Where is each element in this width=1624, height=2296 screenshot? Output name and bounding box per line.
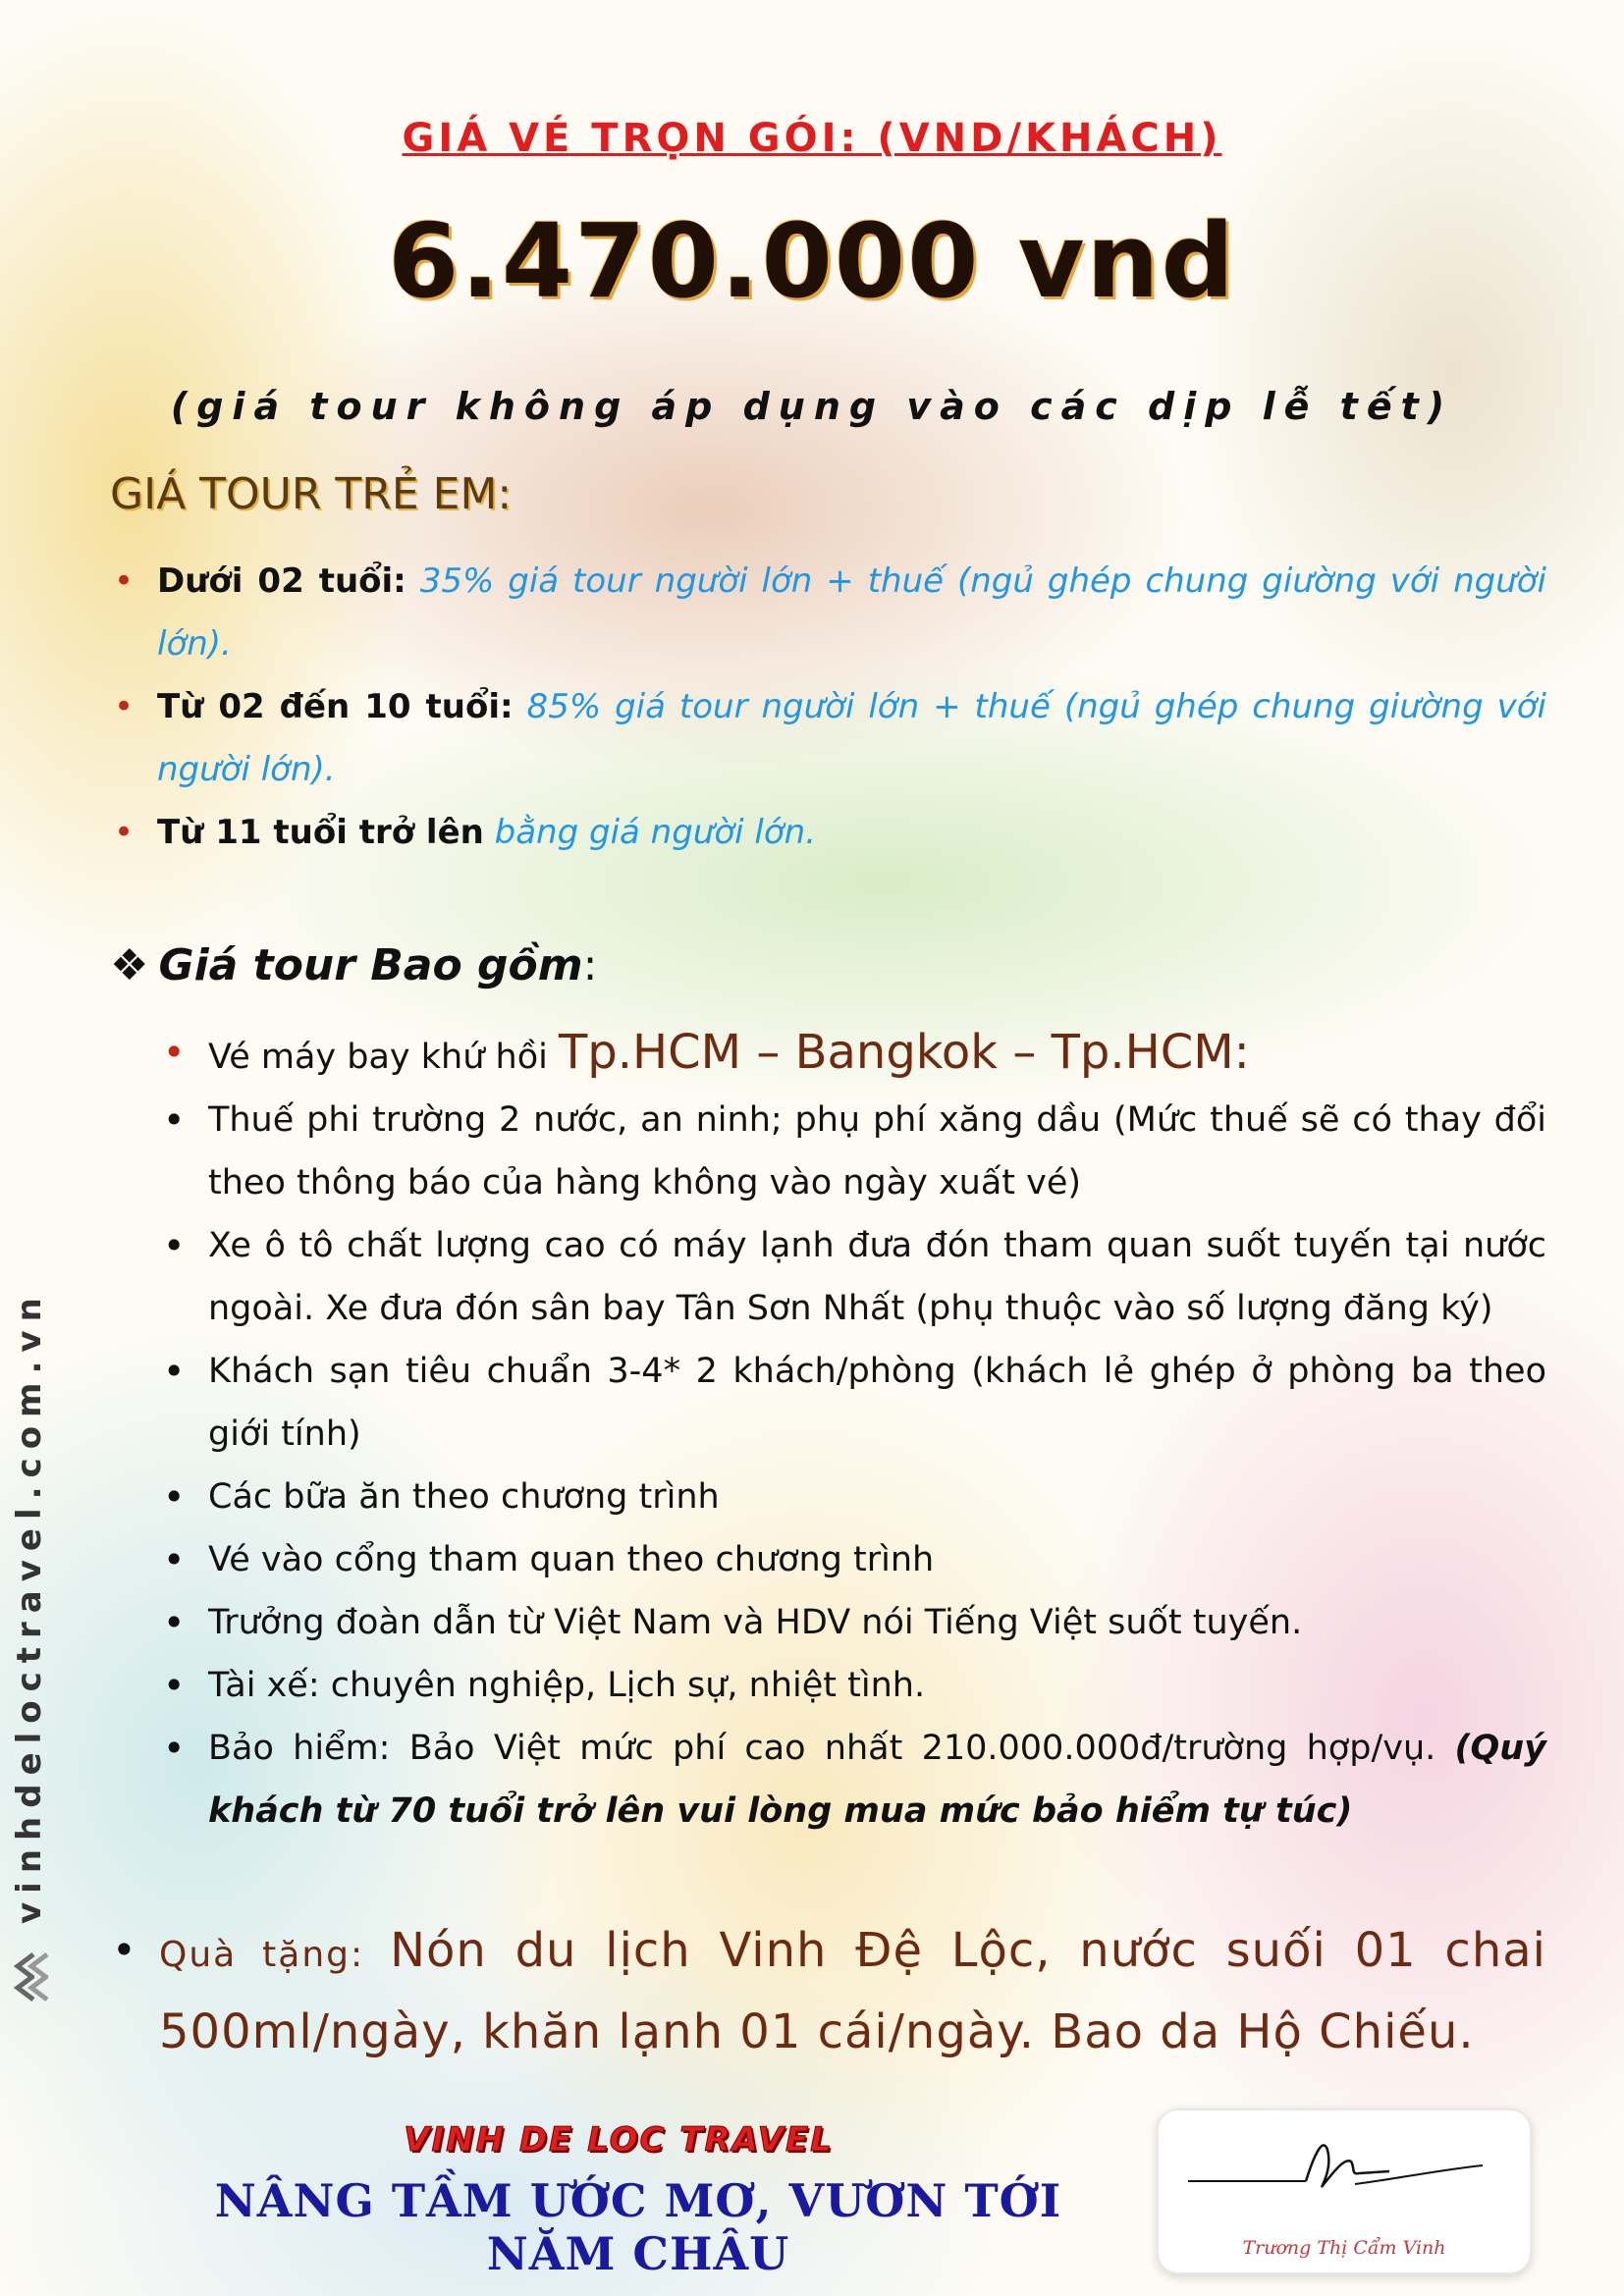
list-item: • Trưởng đoàn dẫn từ Việt Nam và HDV nói Tiếng Việt suốt tuyến.: [208, 1591, 1546, 1654]
child-price-text: 35% giá tour người lớn + thuế (ngủ ghép chung giường với người lớn).: [157, 561, 1546, 664]
list-item: [157, 550, 1546, 675]
insurance-note: (Quý khách từ 70 tuổi trở lên vui lòng mua mức bảo hiểm tự túc): [208, 1729, 1546, 1831]
child-price-text: bằng giá người lớn.: [483, 813, 817, 852]
chevron-left-icon: [12, 1949, 51, 2007]
list-item: • Thuế phi trường 2 nước, an ninh; phụ phí xăng dầu (Mức thuế sẽ có thay đổi theo thông báo của hàng không vào ngày xuất vé): [208, 1089, 1546, 1214]
child-price-label: Từ 11 tuổi trở lên: [157, 813, 484, 852]
child-pricing-list: [157, 550, 1546, 864]
package-title: GIÁ VÉ TRỌN GÓI: (VND/KHÁCH): [402, 116, 1222, 161]
child-price-label: Dưới 02 tuổi:: [157, 561, 406, 601]
flight-prefix: Vé máy bay khứ hồi: [208, 1038, 559, 1077]
flight-route: Tp.HCM – Bangkok – Tp.HCM:: [558, 1025, 1250, 1080]
signature-icon: [1159, 2110, 1530, 2228]
list-item: • Xe ô tô chất lượng cao có máy lạnh đưa đón tham quan suốt tuyến tại nước ngoài. Xe đưa đón sân bay Tân Sơn Nhất (phụ thuộc vào số lượng đăng ký): [208, 1214, 1546, 1340]
child-price-text: 85% giá tour người lớn + thuế (ngủ ghép chung giường với người lớn).: [157, 687, 1546, 789]
list-item: • Vé vào cổng tham quan theo chương trình: [208, 1528, 1546, 1591]
list-item: • Các bữa ăn theo chương trình: [208, 1466, 1546, 1528]
child-price-label: Từ 02 đến 10 tuổi:: [157, 687, 514, 726]
list-item: • Khách sạn tiêu chuẩn 3-4* 2 khách/phòng (khách lẻ ghép ở phòng ba theo giới tính): [208, 1340, 1546, 1466]
list-item: [208, 1021, 1546, 1089]
gift-text: Nón du lịch Vinh Đệ Lộc, nước suối 01 chai 500ml/ngày, khăn lạnh 01 cái/ngày. Bao da Hộ Chiếu.: [159, 1923, 1546, 2059]
inclusions-heading-text: Giá tour Bao gồm: [158, 940, 583, 990]
list-item: • Tài xế: chuyên nghiệp, Lịch sự, nhiệt tình.: [208, 1654, 1546, 1717]
slogan: NÂNG TẦM ƯỚC MƠ, VƯƠN TỚI NĂM CHÂU: [214, 2174, 1062, 2280]
list-item: [157, 801, 1546, 864]
diamond-icon: ❖: [110, 940, 149, 990]
gift-label: Quà tặng:: [159, 1935, 391, 1975]
inclusions-list: [208, 1021, 1546, 1842]
signature-name: Trương Thị Cẩm Vinh: [1242, 2237, 1446, 2259]
child-pricing-title: GIÁ TOUR TRẺ EM:: [110, 469, 513, 519]
company-name: VINH DE LOC TRAVEL: [404, 2120, 834, 2160]
insurance-text: Bảo hiểm: Bảo Việt mức phí cao nhất 210.000.000đ/trường hợp/vụ.: [208, 1729, 1455, 1768]
price-note: (giá tour không áp dụng vào các dịp lễ tết): [170, 385, 1454, 428]
list-item: [157, 675, 1546, 801]
signature-box: [1157, 2109, 1532, 2274]
gift-item: [159, 1912, 1546, 2075]
website-url: vinhdeloctravel.com.vn: [10, 1289, 49, 1924]
inclusions-heading: [110, 940, 597, 990]
inclusions-heading-colon: :: [582, 940, 598, 990]
tour-price: 6.470.000 vnd: [387, 201, 1237, 321]
list-item: [208, 1717, 1546, 1842]
